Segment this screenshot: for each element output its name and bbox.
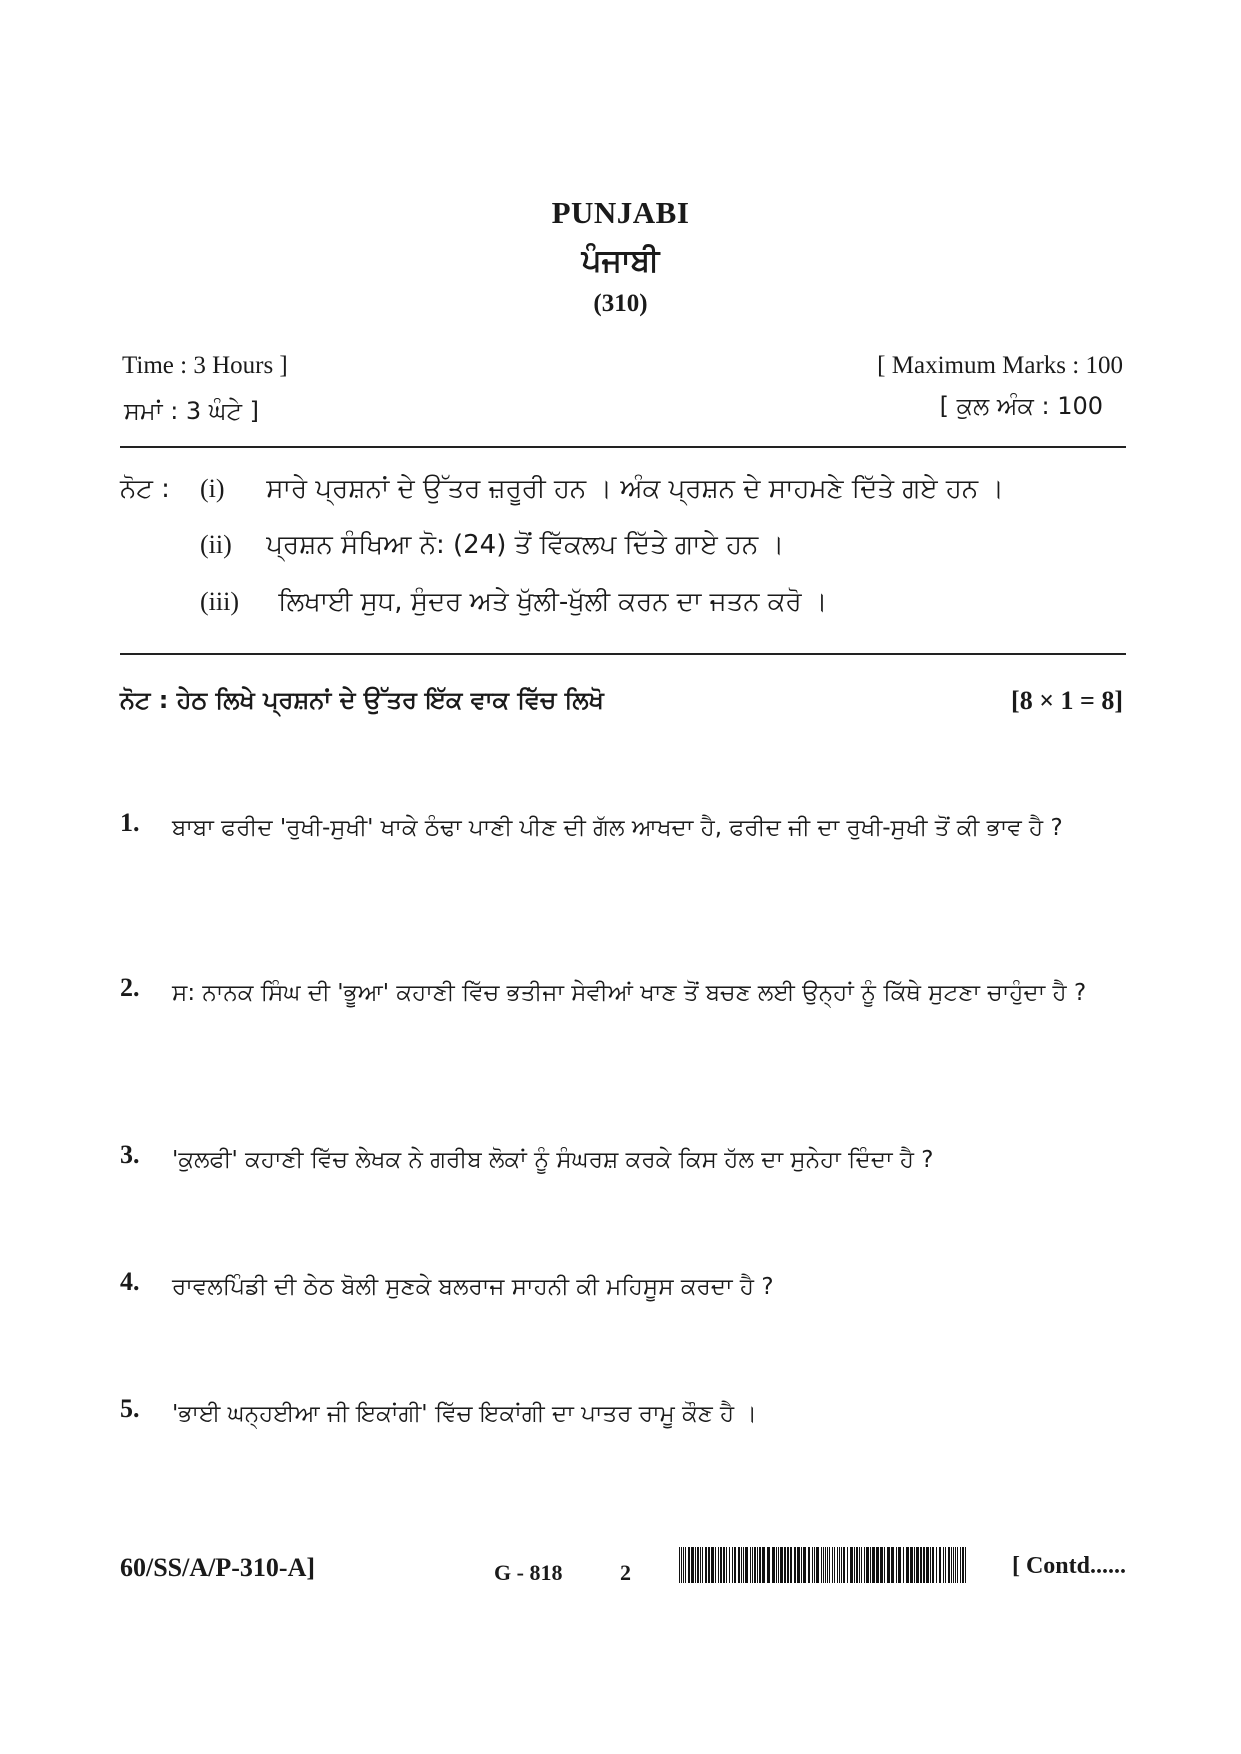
barcode xyxy=(679,1547,967,1583)
contd-label: [ Contd...... xyxy=(1011,1553,1126,1579)
note-number: (i) xyxy=(200,474,225,503)
note-item-1 xyxy=(200,474,1004,505)
question-text: 'ਭਾਈ ਘਨ੍ਹਈਆ ਜੀ ਇਕਾਂਗੀ' ਵਿੱਚ ਇਕਾਂਗੀ ਦਾ ਪਾਤਰ ਰਾਮੂ ਕੌਣ ਹੈ । xyxy=(172,1401,757,1427)
question-number: 5. xyxy=(120,1394,140,1423)
question-number: 4. xyxy=(120,1267,140,1296)
note-text: ਲਿਖਾਈ ਸੁਧ, ਸੁੰਦਰ ਅਤੇ ਖੁੱਲੀ-ਖੁੱਲੀ ਕਰਨ ਦਾ ਜਤਨ ਕਰੋ । xyxy=(278,587,828,617)
note-item-2 xyxy=(200,530,784,561)
max-marks-punjabi: [ ਕੁਲ ਅੰਕ : 100 xyxy=(939,392,1103,420)
question-item xyxy=(120,1394,1130,1444)
note-number: (iii) xyxy=(200,587,239,616)
subject-code: (310) xyxy=(593,290,648,317)
time-punjabi: ਸਮਾਂ : 3 ਘੰਟੇ ] xyxy=(124,397,260,425)
question-text: ਬਾਬਾ ਫਰੀਦ 'ਰੁਖੀ-ਸੁਖੀ' ਖਾਕੇ ਠੰਢਾ ਪਾਣੀ ਪੀਣ ਦੀ ਗੱਲ ਆਖਦਾ ਹੈ, ਫਰੀਦ ਜੀ ਦਾ ਰੁਖੀ-ਸੁਖੀ ਤੋਂ ਕੀ ਭਾਵ ਹੈ ? xyxy=(172,815,1063,841)
note-text: ਸਾਰੇ ਪ੍ਰਸ਼ਨਾਂ ਦੇ ਉੱਤਰ ਜ਼ਰੂਰੀ ਹਨ । ਅੰਕ ਪ੍ਰਸ਼ਨ ਦੇ ਸਾਹਮਣੇ ਦਿੱਤੇ ਗਏ ਹਨ । xyxy=(266,474,1004,504)
time-english: Time : 3 Hours ] xyxy=(122,352,288,379)
section-instruction: ਨੋਟ : ਹੇਠ ਲਿਖੇ ਪ੍ਰਸ਼ਨਾਂ ਦੇ ਉੱਤਰ ਇੱਕ ਵਾਕ ਵਿੱਚ ਲਿਖੋ xyxy=(120,686,604,714)
general-note-label: ਨੋਟ : xyxy=(120,474,170,504)
question-number: 2. xyxy=(120,973,140,1002)
paper-code: 60/SS/A/P-310-A] xyxy=(120,1553,315,1582)
divider-middle xyxy=(120,653,1126,655)
question-item xyxy=(120,1140,1130,1190)
question-text: 'ਕੁਲਫੀ' ਕਹਾਣੀ ਵਿੱਚ ਲੇਖਕ ਨੇ ਗਰੀਬ ਲੋਕਾਂ ਨੂੰ ਸੰਘਰਸ਼ ਕਰਕੇ ਕਿਸ ਹੱਲ ਦਾ ਸੁਨੇਹਾ ਦਿੰਦਾ ਹੈ ? xyxy=(172,1147,934,1173)
section-marks: [8 × 1 = 8] xyxy=(1011,686,1123,715)
page-number: 2 xyxy=(620,1560,631,1585)
paper-title-punjabi: ਪੰਜਾਬੀ xyxy=(581,243,660,279)
divider-top xyxy=(120,446,1126,448)
note-item-3 xyxy=(200,587,827,618)
max-marks-english: [ Maximum Marks : 100 xyxy=(877,352,1123,379)
question-number: 1. xyxy=(120,808,140,837)
question-text: ਰਾਵਲਪਿੰਡੀ ਦੀ ਠੇਠ ਬੋਲੀ ਸੁਣਕੇ ਬਲਰਾਜ ਸਾਹਨੀ ਕੀ ਮਹਿਸੂਸ ਕਰਦਾ ਹੈ ? xyxy=(172,1274,774,1300)
paper-title: PUNJABI xyxy=(551,195,690,230)
question-item xyxy=(120,1267,1130,1317)
question-item xyxy=(120,973,1130,1063)
question-item xyxy=(120,808,1130,898)
note-number: (ii) xyxy=(200,530,232,559)
question-text: ਸ: ਨਾਨਕ ਸਿੰਘ ਦੀ 'ਭੂਆ' ਕਹਾਣੀ ਵਿੱਚ ਭਤੀਜਾ ਸੇਵੀਆਂ ਖਾਣ ਤੋਂ ਬਚਣ ਲਈ ਉਨ੍ਹਾਂ ਨੂੰ ਕਿੱਥੇ ਸੁਟਣਾ ਚਾਹੁੰਦਾ ਹੈ ? xyxy=(172,980,1087,1006)
series-code: G - 818 xyxy=(494,1560,563,1585)
note-text: ਪ੍ਰਸ਼ਨ ਸੰਖਿਆ ਨੋ: (24) ਤੋਂ ਵਿੱਕਲਪ ਦਿੱਤੇ ਗਾਏ ਹਨ । xyxy=(266,530,785,560)
question-number: 3. xyxy=(120,1140,140,1169)
